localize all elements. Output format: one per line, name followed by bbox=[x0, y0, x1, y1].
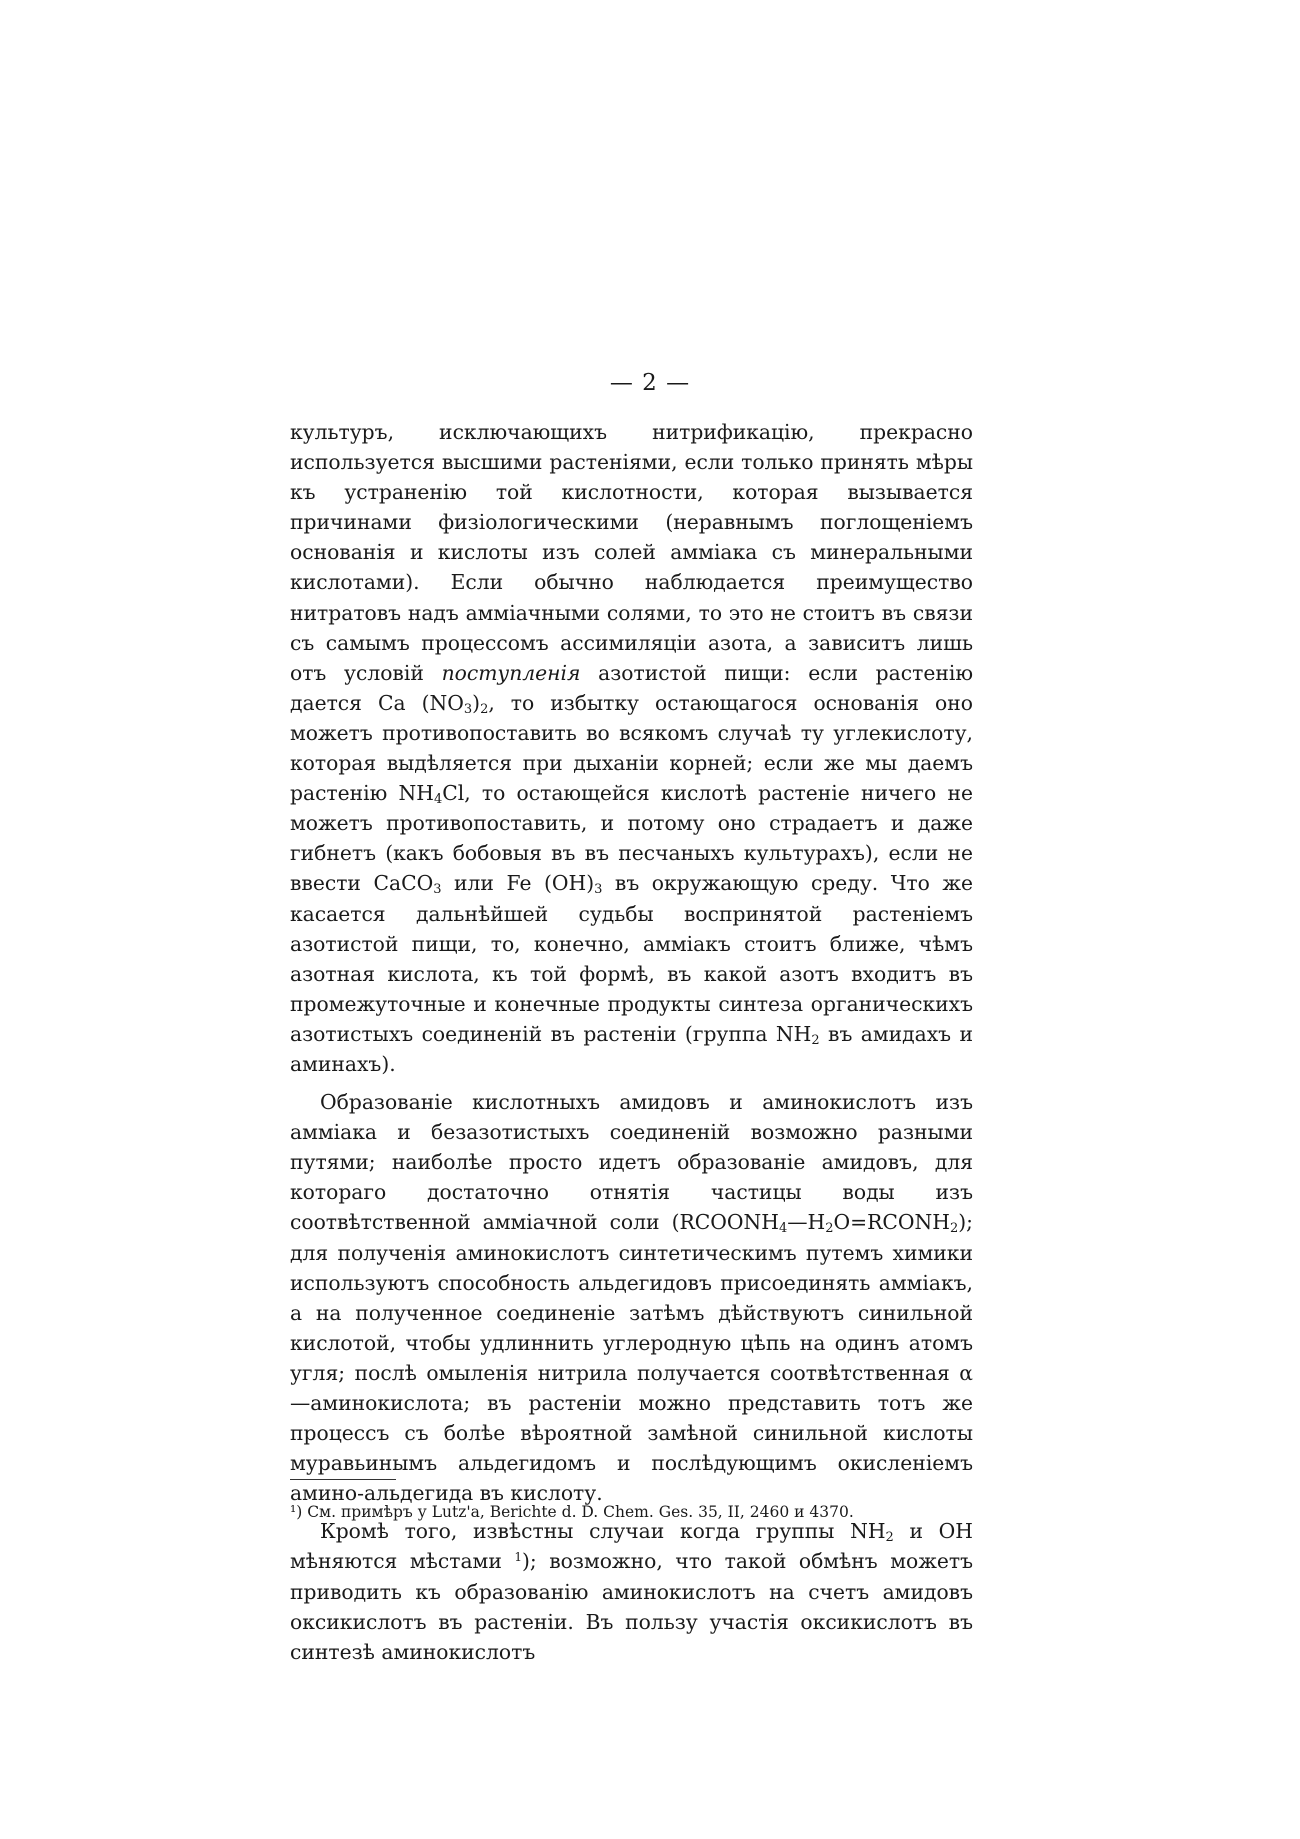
emphasis: поступленія bbox=[441, 660, 581, 685]
text-run: —H bbox=[787, 1210, 826, 1235]
text-run: культуръ, исключающихъ нитрификацію, прекрасно используется высшими растеніями, если только принять мѣры къ устраненію той кислотности, которая вызывается причинами физіологическими (неравнымъ поглощеніемъ основанія и кислоты изъ солей амміака съ минеральными кислотами). Если обычно наблюдается преимущество нитратовъ надъ амміачными солями, то это не стоитъ въ связи съ самымъ процессомъ ассимиляціи азота, а зависитъ лишь отъ условій bbox=[290, 420, 973, 685]
text-run: Кромѣ того, извѣстны случаи когда группы NH bbox=[320, 1519, 886, 1544]
text-run: ); для полученія аминокислотъ синтетическимъ путемъ химики используютъ способность альдегидовъ присоединять амміакъ, а на полученное соединеніе затѣмъ дѣйствуютъ синильной кислотой, чтобы удлиннить углеродную цѣпь на одинъ атомъ угля; послѣ омыленія нитрила получается соотвѣтственная α—аминокислота; въ растеніи можно представить тотъ же процессъ съ болѣе вѣроятной замѣной синильной кислоты муравьинымъ альдегидомъ и послѣдующимъ окисленіемъ амино-альдегида въ кислоту. bbox=[290, 1210, 973, 1506]
subscript: 2 bbox=[811, 1032, 820, 1048]
page-number: — 2 — bbox=[609, 370, 691, 396]
subscript: 2 bbox=[949, 1221, 959, 1237]
subscript: 2 bbox=[480, 701, 489, 717]
paragraph-1 bbox=[290, 417, 973, 1079]
subscript: 2 bbox=[825, 1221, 834, 1237]
text-run: азотистой пищи: если растенію дается Ca (NO bbox=[290, 660, 973, 715]
text-run: , то избытку остающагося основанія оно можетъ противопоставить во всякомъ случаѣ ту углекислоту, которая выдѣляется при дыханіи корней; если же мы даемъ растенію NH bbox=[290, 690, 974, 806]
text-run: въ окружающую среду. Что же касается дальнѣйшей судьбы воспринятой растеніемъ азотистой пищи, то, конечно, амміакъ стоитъ ближе, чѣмъ азотная кислота, къ той формѣ, въ какой азотъ входитъ въ промежуточные и конечные продукты синтеза органическихъ азотистыхъ соединеній въ растеніи (группа NH bbox=[290, 871, 973, 1046]
footnote-ref: 1 bbox=[514, 1550, 522, 1565]
subscript: 4 bbox=[778, 1221, 788, 1237]
subscript: 3 bbox=[463, 701, 473, 717]
subscript: 4 bbox=[433, 792, 443, 808]
paragraph-3 bbox=[290, 1516, 973, 1666]
text-run: ); возможно, что такой обмѣнъ можетъ приводить къ образованію аминокислотъ на счетъ амидовъ оксикислотъ въ растеніи. Въ пользу участія оксикислотъ въ синтезѣ аминокислотъ bbox=[290, 1549, 973, 1664]
footnote-divider bbox=[290, 1479, 396, 1480]
text-run: Образованіе кислотныхъ амидовъ и аминокислотъ изъ амміака и безазотистыхъ соединеній возможно разными путями; наиболѣе просто идетъ образованіе амидовъ, для котораго достаточно отнятія частицы воды изъ соотвѣтственной амміачной соли (RCOONH bbox=[290, 1090, 973, 1235]
text-run: и OH мѣняются мѣстами bbox=[290, 1519, 973, 1574]
subscript: 3 bbox=[433, 882, 442, 898]
subscript: 3 bbox=[594, 882, 603, 898]
paragraph-2 bbox=[290, 1087, 973, 1508]
text-run: Cl, то остающейся кислотѣ растеніе ничего не можетъ противопоставить, и потому оно страдаетъ и даже гибнетъ (какъ бобовыя въ въ песчаныхъ культурахъ), если не ввести CaCO bbox=[290, 781, 973, 896]
footnote: ¹) См. примѣръ у Lutz'a, Berichte d. D. Chem. Ges. 35, II, 2460 и 4370. bbox=[290, 1503, 854, 1521]
text-run: O=RCONH bbox=[833, 1210, 950, 1235]
text-run: или Fe (OH) bbox=[441, 871, 595, 896]
text-run: ) bbox=[472, 690, 481, 715]
text-run: въ амидахъ и аминахъ). bbox=[290, 1021, 973, 1076]
subscript: 2 bbox=[885, 1530, 894, 1546]
